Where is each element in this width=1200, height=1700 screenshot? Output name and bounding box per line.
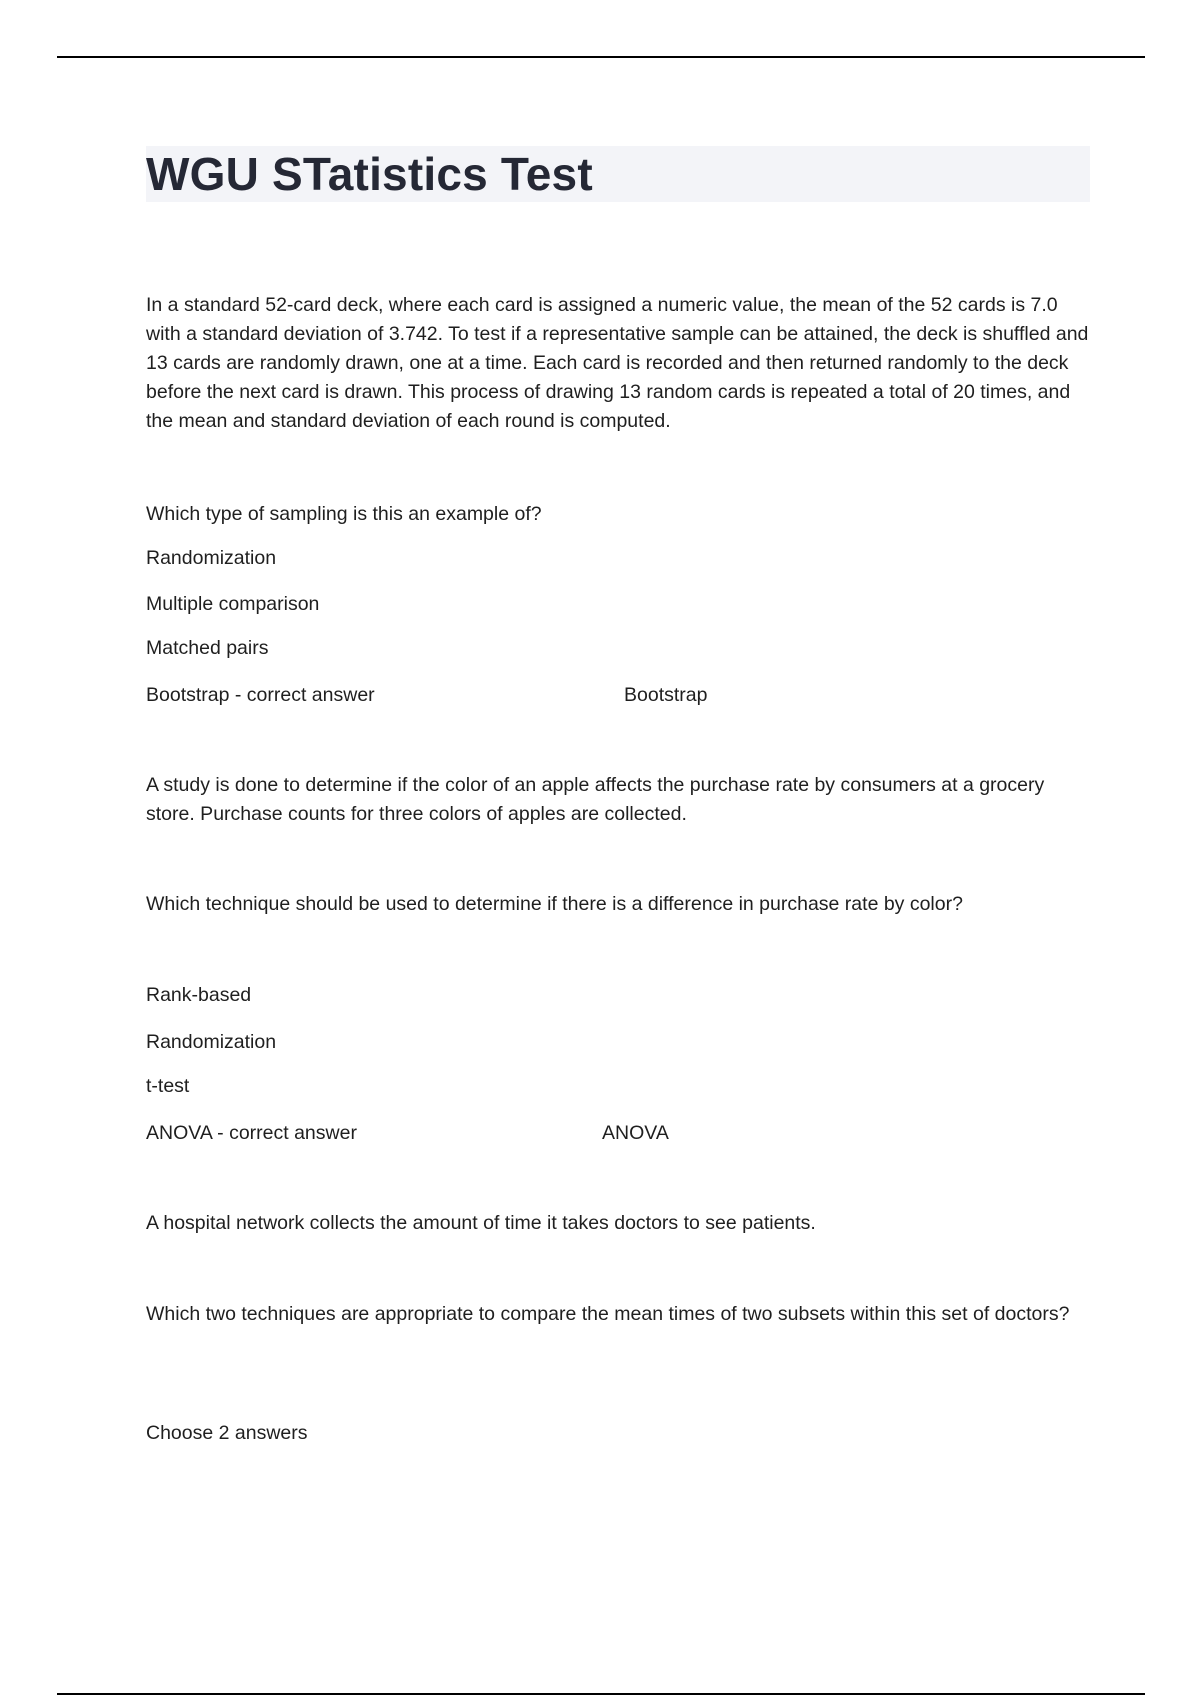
question-2-option: t-test	[146, 1075, 190, 1097]
question-1-text: Which type of sampling is this an example of?	[146, 503, 542, 525]
top-rule	[57, 56, 1145, 58]
page-title: WGU STatistics Test	[146, 148, 593, 200]
bottom-rule	[57, 1693, 1145, 1695]
question-2-answer: ANOVA	[602, 1122, 669, 1144]
question-2-prompt: A study is done to determine if the color of an apple affects the purchase rate by consumers at a grocery store. Purchase counts for three colors of apples are collected.	[146, 774, 1045, 825]
question-3-prompt: A hospital network collects the amount of time it takes doctors to see patients.	[146, 1212, 816, 1234]
question-1-option: Matched pairs	[146, 637, 269, 659]
question-2-answer-line: ANOVA - correct answer	[146, 1122, 357, 1144]
question-1-option: Multiple comparison	[146, 593, 320, 615]
question-1-option: Randomization	[146, 547, 277, 569]
question-3-text: Which two techniques are appropriate to compare the mean times of two subsets within this set of doctors?	[146, 1303, 1070, 1325]
question-2-option: Rank-based	[146, 984, 252, 1006]
question-2-option: Randomization	[146, 1031, 277, 1053]
question-2-text: Which technique should be used to determine if there is a difference in purchase rate by color?	[146, 893, 963, 915]
question-1-prompt: In a standard 52-card deck, where each card is assigned a numeric value, the mean of the 52 cards is 7.0 with a standard deviation of 3.742. To test if a representative sample can be attained, the deck is shuffled and 13 cards are randomly drawn, one at a time. Each card is recorded and then returned randomly to the deck before the next card is drawn. This process of drawing 13 random cards is repeated a total of 20 times, and the mean and standard deviation of each round is computed.	[146, 294, 1089, 432]
question-1-answer: Bootstrap	[624, 684, 708, 706]
question-3-instruction: Choose 2 answers	[146, 1422, 308, 1444]
question-1-answer-line: Bootstrap - correct answer	[146, 684, 375, 706]
